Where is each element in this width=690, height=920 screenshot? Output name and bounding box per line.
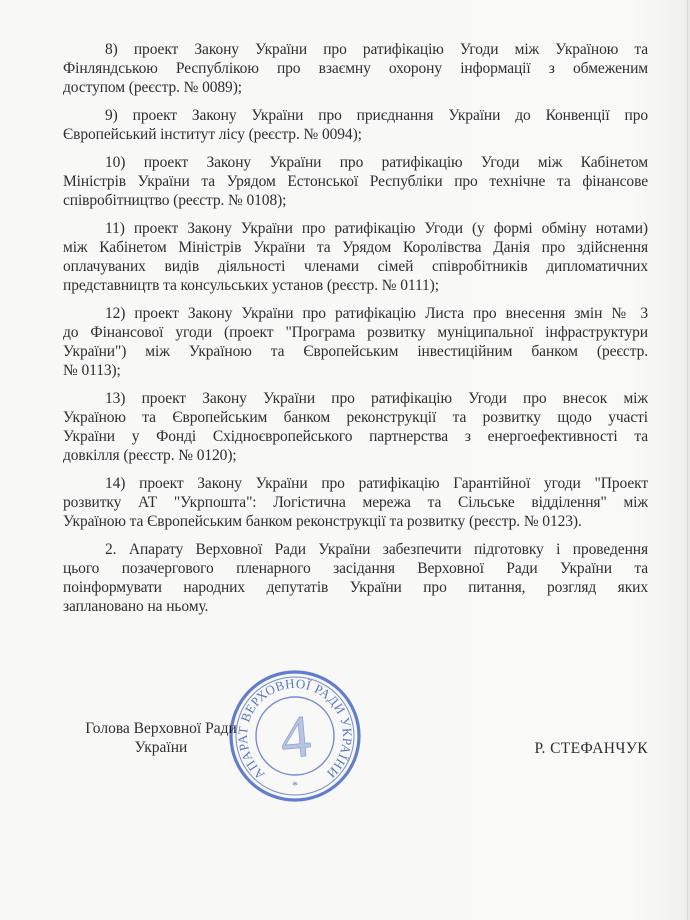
text-line: довкілля (реєстр. № 0120); — [63, 447, 237, 464]
text-line: Україною та Європейським банком реконструкції та розвитку щодо участі — [63, 409, 648, 426]
text-line: заплановано на ньому. — [63, 598, 209, 615]
text-line: України у Фонді Східноєвропейського партнерства з енергоефективності та — [63, 428, 648, 445]
signature-title-line2: України — [134, 739, 188, 756]
paragraph-item-10 — [63, 153, 648, 210]
paragraph-item-14 — [63, 474, 648, 531]
text-line: розвитку АТ "Укрпошта": Логістична мережа та Сільське відділення" між — [63, 494, 648, 511]
signature-name: Р. СТЕФАНЧУК — [534, 740, 648, 757]
stamp-center-numeral: 4 — [277, 702, 314, 772]
signature-title-line1: Голова Верховної Ради — [85, 720, 237, 737]
paragraph-item-11 — [63, 219, 648, 295]
text-line: 12) проект Закону України про ратифікацію Листа про внесення змін № 3 — [105, 305, 648, 322]
document-body — [63, 40, 648, 625]
stamp-ring-text: АПАРАТ ВЕРХОВНОЇ РАДИ УКРАЇНИ — [234, 675, 356, 783]
text-line: № 0113); — [63, 362, 121, 379]
text-line: 2. Апарату Верховної Ради України забезпечити підготовку і проведення — [105, 541, 648, 558]
text-line: Фінляндською Республікою про взаємну охорону інформації з обмеженим — [63, 60, 648, 77]
text-line: цього позачергового пленарного засідання Верховної Ради України та — [63, 560, 648, 577]
paragraph-instruction-2 — [63, 540, 648, 616]
paragraph-item-9 — [63, 106, 648, 144]
text-line: представництв та консульських установ (реєстр. № 0111); — [63, 277, 439, 294]
text-line: співробітництво (реєстр. № 0108); — [63, 192, 287, 209]
paragraph-item-13 — [63, 389, 648, 465]
text-line: між Кабінетом Міністрів України та Урядом Королівства Данія про здійснення — [63, 239, 648, 256]
text-line: 13) проект Закону України про ратифікацію Угоди про внесок між — [105, 390, 648, 407]
text-line: 11) проект Закону України про ратифікацію Угоди (у формі обміну нотами) — [105, 220, 648, 237]
official-stamp-icon — [217, 658, 373, 814]
text-line: поінформувати народних депутатів України про питання, розгляд яких — [63, 579, 648, 596]
text-line: доступом (реєстр. № 0089); — [63, 79, 242, 96]
text-line: Міністрів України та Урядом Естонської Республіки про технічне та фінансове — [63, 173, 648, 190]
text-line: 14) проект Закону України про ратифікацію Гарантійної угоди "Проект — [105, 475, 648, 492]
text-line: України") між Україною та Європейським інвестиційним банком (реєстр. — [63, 343, 648, 360]
text-line: до Фінансової угоди (проект "Програма розвитку муніципальної інфраструктури — [63, 324, 648, 341]
stamp-star-icon: * — [292, 778, 298, 792]
text-line: Європейський інститут лісу (реєстр. № 0094); — [63, 126, 362, 143]
paragraph-item-8 — [63, 40, 648, 97]
text-line: Україною та Європейським банком реконструкції та розвитку (реєстр. № 0123). — [63, 513, 582, 530]
text-line: 9) проект Закону України про приєднання України до Конвенції про — [105, 107, 648, 124]
text-line: оплачуваних видів діяльності членами сімей співробітників дипломатичних — [63, 258, 648, 275]
text-line: 8) проект Закону України про ратифікацію Угоди між Україною та — [105, 41, 648, 58]
text-line: 10) проект Закону України про ратифікацію Угоди між Кабінетом — [105, 154, 648, 171]
paragraph-item-12 — [63, 304, 648, 380]
scan-edge-line — [687, 0, 688, 920]
